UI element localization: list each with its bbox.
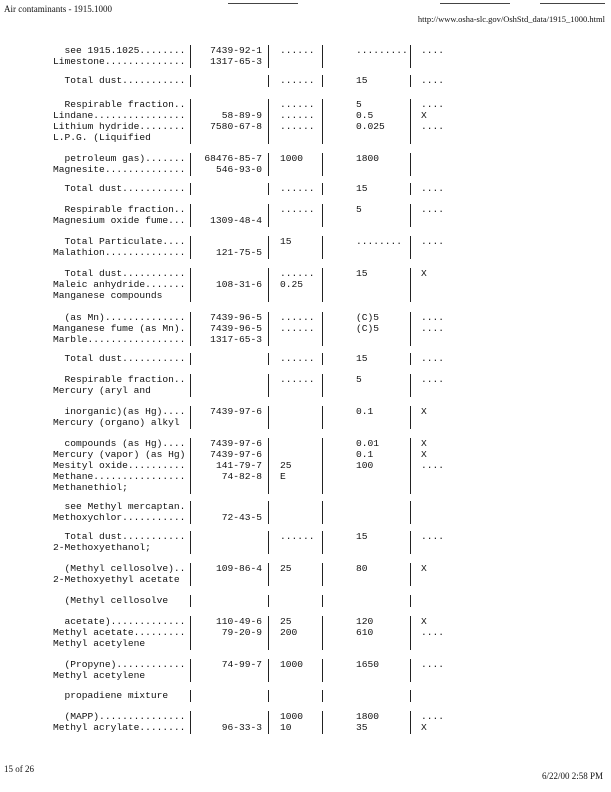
substance-name: petroleum gas)....... (53, 153, 186, 164)
column-separator (190, 75, 191, 87)
table-row (0, 312, 611, 323)
substance-name: Respirable fraction.. (53, 204, 186, 215)
table-row (0, 236, 611, 247)
ppm-value: ...... (280, 312, 315, 323)
mg-value: 100 (356, 460, 374, 471)
skin-designation: X (421, 110, 427, 121)
cas-number: 72-43-5 (221, 512, 262, 523)
substance-name: (MAPP)............... (53, 711, 186, 722)
column-separator (322, 290, 323, 302)
table-row (0, 247, 611, 258)
mg-value: (C)5 (356, 312, 380, 323)
column-separator (410, 417, 411, 429)
mg-value: ......... (356, 45, 408, 56)
column-separator (322, 482, 323, 494)
column-separator (322, 670, 323, 682)
substance-name: (Methyl cellosolve).. (53, 563, 186, 574)
table-row (0, 406, 611, 417)
skin-designation: .... (421, 99, 445, 110)
table-row (0, 438, 611, 449)
table-row (0, 501, 611, 512)
mg-value: 120 (356, 616, 374, 627)
column-separator (322, 512, 323, 524)
skin-designation: X (421, 406, 427, 417)
ppm-value: 15 (280, 236, 292, 247)
table-row (0, 722, 611, 733)
page-number: 15 of 26 (4, 764, 34, 774)
cas-number: 141-79-7 (215, 460, 262, 471)
table-row (0, 574, 611, 585)
substance-name: Total dust........... (53, 183, 186, 194)
ppm-value: ...... (280, 183, 315, 194)
cas-number: 7439-97-6 (210, 438, 262, 449)
table-row (0, 460, 611, 471)
table-row (0, 563, 611, 574)
ppm-value: 10 (280, 722, 292, 733)
table-row (0, 374, 611, 385)
skin-designation: X (421, 449, 427, 460)
mg-value: (C)5 (356, 323, 380, 334)
column-separator (268, 690, 269, 702)
ppm-value: 1000 (280, 659, 304, 670)
mg-value: 1650 (356, 659, 380, 670)
column-separator (322, 353, 323, 365)
skin-designation: .... (421, 374, 445, 385)
substance-name: Manganese compounds (53, 290, 163, 301)
substance-name: Respirable fraction.. (53, 99, 186, 110)
column-separator (410, 75, 411, 87)
mg-value: 610 (356, 627, 374, 638)
cas-number: 7439-97-6 (210, 406, 262, 417)
mg-value: 15 (356, 183, 368, 194)
table-row (0, 690, 611, 701)
ppm-value: ...... (280, 268, 315, 279)
table-row (0, 323, 611, 334)
cas-number: 74-82-8 (221, 471, 262, 482)
cas-number: 79-20-9 (221, 627, 262, 638)
column-separator (410, 290, 411, 302)
column-separator (322, 56, 323, 68)
column-separator (268, 215, 269, 227)
column-separator (410, 542, 411, 554)
ppm-value: E (280, 471, 286, 482)
column-separator (410, 574, 411, 586)
table-row (0, 56, 611, 67)
column-separator (268, 353, 269, 365)
table-row (0, 670, 611, 681)
column-separator (322, 690, 323, 702)
skin-designation: X (421, 268, 427, 279)
ppm-value: ...... (280, 45, 315, 56)
column-separator (410, 512, 411, 524)
column-separator (268, 183, 269, 195)
substance-name: see 1915.1025........ (53, 45, 186, 56)
skin-designation: .... (421, 236, 445, 247)
column-separator (410, 164, 411, 176)
skin-designation: .... (421, 312, 445, 323)
substance-name: see Methyl mercaptan. (53, 501, 186, 512)
column-separator (190, 574, 191, 586)
column-separator (268, 334, 269, 346)
table-row (0, 290, 611, 301)
column-separator (268, 417, 269, 429)
skin-designation: .... (421, 460, 445, 471)
column-separator (190, 417, 191, 429)
header-rule (440, 3, 510, 4)
cas-number: 7439-96-5 (210, 323, 262, 334)
table-row (0, 132, 611, 143)
column-separator (268, 512, 269, 524)
mg-value: 80 (356, 563, 368, 574)
ppm-value: ...... (280, 121, 315, 132)
ppm-value: ...... (280, 99, 315, 110)
cas-number: 96-33-3 (221, 722, 262, 733)
table-row (0, 385, 611, 396)
table-row (0, 45, 611, 56)
table-row (0, 482, 611, 493)
skin-designation: X (421, 563, 427, 574)
column-separator (322, 595, 323, 607)
page-title: Air contaminants - 1915.1000 (4, 4, 112, 14)
substance-name: Maleic anhydride....... (53, 279, 186, 290)
column-separator (268, 482, 269, 494)
ppm-value: 25 (280, 616, 292, 627)
ppm-value: ...... (280, 353, 315, 364)
mg-value: 15 (356, 75, 368, 86)
substance-name: Total dust........... (53, 268, 186, 279)
substance-name: Methoxychlor........... (53, 512, 186, 523)
column-separator (190, 542, 191, 554)
substance-name: Mercury (organo) alkyl (53, 417, 180, 428)
column-separator (190, 164, 191, 176)
substance-name: 2-Methoxyethanol; (53, 542, 151, 553)
column-separator (190, 512, 191, 524)
table-row (0, 417, 611, 428)
ppm-value: ...... (280, 531, 315, 542)
table-row (0, 121, 611, 132)
substance-name: Lithium hydride........ (53, 121, 186, 132)
column-separator (322, 164, 323, 176)
substance-name: Magnesite.............. (53, 164, 186, 175)
column-separator (190, 722, 191, 734)
cas-number: 1317-65-3 (210, 56, 262, 67)
table-row (0, 334, 611, 345)
column-separator (190, 247, 191, 259)
column-separator (410, 670, 411, 682)
table-row (0, 110, 611, 121)
column-separator (322, 247, 323, 259)
column-separator (410, 722, 411, 734)
substance-name: Methyl acetylene (53, 670, 146, 681)
table-row (0, 353, 611, 364)
mg-value: 35 (356, 722, 368, 733)
column-separator (268, 56, 269, 68)
header-rule (228, 3, 298, 4)
table-row (0, 512, 611, 523)
table-row (0, 279, 611, 290)
column-separator (410, 638, 411, 650)
column-separator (410, 482, 411, 494)
substance-name: Manganese fume (as Mn). (53, 323, 186, 334)
mg-value: 0.01 (356, 438, 380, 449)
table-row (0, 471, 611, 482)
mg-value: 1800 (356, 153, 380, 164)
table-row (0, 99, 611, 110)
skin-designation: X (421, 438, 427, 449)
substance-name: 2-Methoxyethyl acetate (53, 574, 180, 585)
mg-value: 5 (356, 99, 362, 110)
column-separator (322, 75, 323, 87)
column-separator (190, 670, 191, 682)
skin-designation: X (421, 616, 427, 627)
substance-name: compounds (as Hg).... (53, 438, 186, 449)
column-separator (268, 385, 269, 397)
substance-name: Mercury (aryl and (53, 385, 151, 396)
column-separator (410, 353, 411, 365)
column-separator (268, 247, 269, 259)
substance-name: Methyl acetate......... (53, 627, 186, 638)
substance-name: (Methyl cellosolve (53, 595, 169, 606)
ppm-value: ...... (280, 75, 315, 86)
cas-number: 7580-67-8 (210, 121, 262, 132)
mg-value: 0.1 (356, 406, 374, 417)
cas-number: 58-89-9 (221, 110, 262, 121)
substance-name: Marble................. (53, 334, 186, 345)
column-separator (322, 722, 323, 734)
substance-name: Malathion.............. (53, 247, 186, 258)
skin-designation: .... (421, 121, 445, 132)
column-separator (322, 385, 323, 397)
substance-name: acetate)............. (53, 616, 186, 627)
mg-value: 0.1 (356, 449, 374, 460)
column-separator (268, 595, 269, 607)
substance-name: Methane................ (53, 471, 186, 482)
substance-name: L.P.G. (Liquified (53, 132, 151, 143)
column-separator (190, 183, 191, 195)
ppm-value: ...... (280, 374, 315, 385)
column-separator (410, 183, 411, 195)
mg-value: 15 (356, 268, 368, 279)
substance-name: Methanethiol; (53, 482, 128, 493)
column-separator (268, 670, 269, 682)
column-separator (190, 290, 191, 302)
skin-designation: .... (421, 531, 445, 542)
skin-designation: .... (421, 711, 445, 722)
column-separator (410, 247, 411, 259)
column-separator (322, 638, 323, 650)
cas-number: 1309-48-4 (210, 215, 262, 226)
table-row (0, 627, 611, 638)
ppm-value: 1000 (280, 711, 304, 722)
mg-value: 5 (356, 374, 362, 385)
column-separator (410, 132, 411, 144)
substance-name: propadiene mixture (53, 690, 169, 701)
column-separator (322, 417, 323, 429)
ppm-value: 25 (280, 460, 292, 471)
cas-number: 7439-92-1 (210, 45, 262, 56)
column-separator (322, 183, 323, 195)
table-row (0, 638, 611, 649)
column-separator (410, 215, 411, 227)
mg-value: 15 (356, 353, 368, 364)
column-separator (410, 56, 411, 68)
substance-name: Mesityl oxide.......... (53, 460, 186, 471)
skin-designation: .... (421, 204, 445, 215)
table-row (0, 542, 611, 553)
substance-name: Limestone.............. (53, 56, 186, 67)
skin-designation: .... (421, 353, 445, 364)
column-separator (410, 595, 411, 607)
cas-number: 68476-85-7 (204, 153, 262, 164)
print-timestamp: 6/22/00 2:58 PM (541, 771, 603, 781)
table-row (0, 711, 611, 722)
mg-value: 15 (356, 531, 368, 542)
table-row (0, 449, 611, 460)
mg-value: 5 (356, 204, 362, 215)
ppm-value: ...... (280, 204, 315, 215)
ppm-value: 200 (280, 627, 298, 638)
substance-name: Methyl acrylate........ (53, 722, 186, 733)
column-separator (322, 542, 323, 554)
cas-number: 7439-97-6 (210, 449, 262, 460)
table-row (0, 75, 611, 86)
ppm-value: 1000 (280, 153, 304, 164)
column-separator (268, 164, 269, 176)
column-separator (410, 385, 411, 397)
substance-name: Respirable fraction.. (53, 374, 186, 385)
column-separator (410, 690, 411, 702)
substance-name: (as Mn).............. (53, 312, 186, 323)
column-separator (190, 215, 191, 227)
table-row (0, 183, 611, 194)
table-row (0, 659, 611, 670)
column-separator (268, 722, 269, 734)
cas-number: 546-93-0 (215, 164, 262, 175)
column-separator (190, 385, 191, 397)
column-separator (190, 638, 191, 650)
column-separator (190, 482, 191, 494)
column-separator (322, 334, 323, 346)
cas-number: 108-31-6 (215, 279, 262, 290)
column-separator (322, 132, 323, 144)
mg-value: 0.025 (356, 121, 385, 132)
column-separator (268, 542, 269, 554)
skin-designation: .... (421, 659, 445, 670)
skin-designation: .... (421, 323, 445, 334)
column-separator (268, 75, 269, 87)
skin-designation: .... (421, 45, 445, 56)
column-separator (268, 638, 269, 650)
column-separator (322, 215, 323, 227)
table-row (0, 531, 611, 542)
substance-name: Lindane................ (53, 110, 186, 121)
cas-number: 121-75-5 (215, 247, 262, 258)
ppm-value: 25 (280, 563, 292, 574)
cas-number: 109-86-4 (215, 563, 262, 574)
substance-name: Total Particulate.... (53, 236, 186, 247)
mg-value: ........ (356, 236, 403, 247)
ppm-value: ...... (280, 110, 315, 121)
cas-number: 110-49-6 (215, 616, 262, 627)
table-row (0, 268, 611, 279)
substance-name: Total dust........... (53, 531, 186, 542)
skin-designation: .... (421, 183, 445, 194)
column-separator (190, 595, 191, 607)
substance-name: Mercury (vapor) (as Hg) (53, 449, 186, 460)
column-separator (268, 574, 269, 586)
table-row (0, 164, 611, 175)
column-separator (190, 132, 191, 144)
column-separator (190, 56, 191, 68)
ppm-value: ...... (280, 323, 315, 334)
skin-designation: .... (421, 627, 445, 638)
column-separator (190, 334, 191, 346)
table-row (0, 204, 611, 215)
table-row (0, 153, 611, 164)
table-row (0, 215, 611, 226)
substance-name: Magnesium oxide fume... (53, 215, 186, 226)
ppm-value: 0.25 (280, 279, 304, 290)
substance-name: inorganic)(as Hg).... (53, 406, 186, 417)
skin-designation: X (421, 722, 427, 733)
column-separator (322, 574, 323, 586)
substance-name: Total dust........... (53, 75, 186, 86)
mg-value: 1800 (356, 711, 380, 722)
column-separator (410, 334, 411, 346)
substance-name: (Propyne)............ (53, 659, 186, 670)
skin-designation: .... (421, 75, 445, 86)
substance-name: Total dust........... (53, 353, 186, 364)
column-separator (268, 290, 269, 302)
substance-name: Methyl acetylene (53, 638, 146, 649)
mg-value: 0.5 (356, 110, 374, 121)
header-rule (540, 3, 605, 4)
cas-number: 74-99-7 (221, 659, 262, 670)
column-separator (190, 353, 191, 365)
cas-number: 1317-65-3 (210, 334, 262, 345)
column-separator (190, 690, 191, 702)
table-row (0, 616, 611, 627)
page-url[interactable]: http://www.osha-slc.gov/OshStd_data/1915_1000.html (417, 14, 605, 24)
column-separator (268, 132, 269, 144)
cas-number: 7439-96-5 (210, 312, 262, 323)
table-row (0, 595, 611, 606)
